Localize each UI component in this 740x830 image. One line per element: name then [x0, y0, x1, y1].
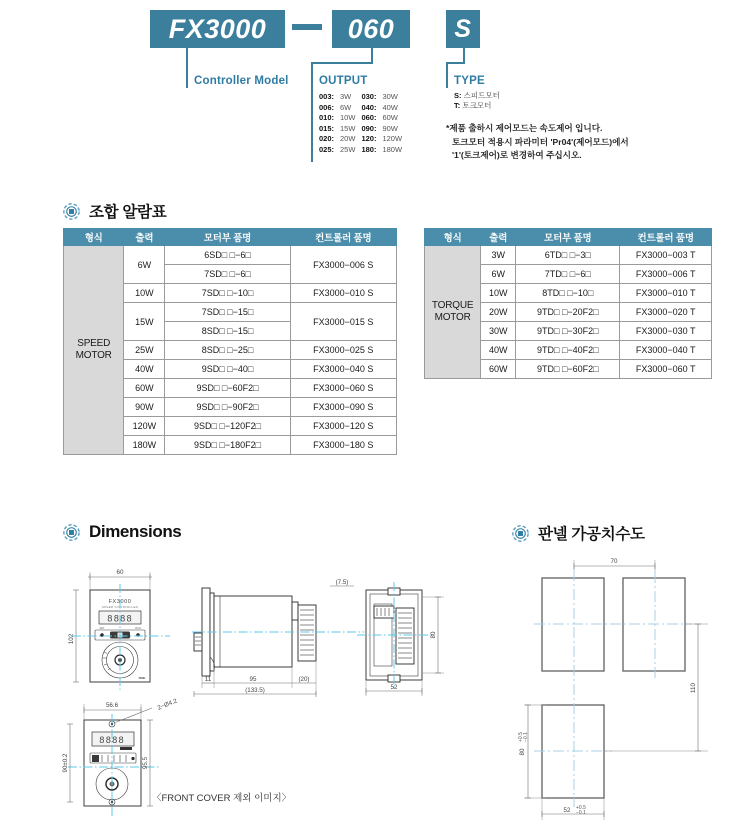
output-option-code: 030: — [361, 92, 377, 101]
output-option-value: 3W — [340, 92, 352, 101]
model-code-dash — [292, 24, 322, 30]
output-option-value: 10W — [340, 113, 356, 122]
callout-controller-title: Controller Model — [194, 75, 289, 87]
type-option-code: T: — [454, 101, 461, 110]
table-speed-motor — [63, 228, 397, 455]
nocover-display-value: 8888 — [99, 736, 125, 746]
table-cell-controller: FX3000−060 S — [290, 379, 396, 398]
dim-side-total: (133.5) — [245, 687, 265, 694]
model-code-output: 060 — [332, 10, 410, 48]
front-cover-caption: 〈FRONT COVER 제외 이미지〉 — [152, 793, 292, 804]
table-cell-output: 25W — [124, 341, 165, 360]
section-title-panel: 판넬 가공치수도 — [538, 526, 645, 543]
table-cell-output: 60W — [481, 360, 516, 379]
output-option-row — [319, 103, 408, 114]
type-note — [446, 122, 726, 163]
table-speed-head — [64, 229, 397, 246]
table-cell-controller: FX3000−040 T — [620, 341, 712, 360]
front-display-value: 8888 — [107, 614, 133, 625]
table-header-cell: 모터부 품명 — [516, 229, 620, 246]
type-option-row — [454, 101, 586, 111]
type-option-list — [454, 91, 586, 111]
table-cell-output: 30W — [481, 322, 516, 341]
table-cell-motor: 9SD□ □−90F2□ — [165, 398, 290, 417]
model-code-model: FX3000 — [150, 10, 285, 48]
leader-line-output — [371, 48, 373, 62]
table-cell-output: 120W — [124, 417, 165, 436]
target-icon — [63, 524, 80, 541]
leader-line-output-h — [311, 62, 373, 64]
table-row — [64, 246, 397, 265]
table-cell-motor: 7SD□ □−6□ — [165, 265, 290, 284]
table-cell-controller: FX3000−030 T — [620, 322, 712, 341]
table-header-cell: 모터부 품명 — [165, 229, 290, 246]
dim-panel-width: 52 — [563, 807, 571, 814]
output-option-code: 040: — [361, 102, 377, 112]
table-cell-motor: 9SD□ □−40□ — [165, 360, 290, 379]
type-option-value: 스피드모터 — [461, 91, 500, 100]
leader-line-type-h — [446, 62, 465, 64]
output-option-code: 120: — [361, 134, 377, 143]
table-header-cell: 형식 — [425, 229, 481, 246]
dim-nocover-width: 56.6 — [105, 702, 119, 709]
table-cell-motor: 8SD□ □−25□ — [165, 341, 290, 360]
table-cell-output: 15W — [124, 303, 165, 341]
note-line-2: 토크모터 적용시 파라미터 'Pr04'(제어모드)에서 — [452, 136, 629, 147]
table-cell-controller: FX3000−006 T — [620, 265, 712, 284]
callout-type — [446, 74, 586, 111]
section-title-combination: 조합 알람표 — [89, 204, 167, 221]
table-cell-motor: 8TD□ □−10□ — [516, 284, 620, 303]
section-heading-panel — [512, 522, 645, 544]
callout-type-title: TYPE — [454, 75, 485, 87]
table-cell-output: 10W — [124, 284, 165, 303]
dim-nocover-height: 90±0.2 — [62, 753, 69, 773]
output-option-row — [319, 113, 408, 124]
output-option-code: 015: — [319, 123, 335, 133]
table-cell-motor: 7SD□ □−10□ — [165, 284, 290, 303]
table-cell-controller: FX3000−020 T — [620, 303, 712, 322]
output-option-value: 20W — [340, 134, 356, 143]
table-cell-controller: FX3000−025 S — [290, 341, 396, 360]
output-option-code: 003: — [319, 92, 335, 101]
table-cell-controller: FX3000−060 T — [620, 360, 712, 379]
dim-panel-height: 80 — [519, 748, 526, 756]
table-cell-output: 180W — [124, 436, 165, 455]
front-brand-sub: SPEED CONTROLLER — [101, 605, 139, 609]
table-header-cell: 출력 — [481, 229, 516, 246]
output-option-value: 40W — [382, 102, 398, 112]
output-option-value: 6W — [340, 102, 352, 112]
drawing-rear-view — [352, 578, 467, 700]
table-cell-controller: FX3000−015 S — [290, 303, 396, 341]
front-logo: FINE — [138, 676, 146, 680]
dim-side-bezel: 11 — [204, 676, 212, 683]
model-code-type: S — [446, 10, 480, 48]
table-cell-controller: FX3000−010 T — [620, 284, 712, 303]
table-cell-motor: 9TD□ □−20F2□ — [516, 303, 620, 322]
table-cell-controller: FX3000−003 T — [620, 246, 712, 265]
table-cell-output: 10W — [481, 284, 516, 303]
drawing-panel-cutout — [512, 552, 737, 827]
drawing-side-view — [192, 575, 367, 700]
model-code-banner — [0, 6, 740, 52]
callout-bar — [186, 74, 188, 88]
output-option-row — [319, 124, 408, 135]
target-icon — [512, 525, 529, 542]
table-cell-motor: 9TD□ □−40F2□ — [516, 341, 620, 360]
dim-side-terminal: (20) — [298, 676, 310, 683]
table-cell-output: 90W — [124, 398, 165, 417]
table-cell-motor: 7TD□ □−6□ — [516, 265, 620, 284]
table-cell-motor: 9SD□ □−180F2□ — [165, 436, 290, 455]
target-icon — [63, 203, 80, 220]
output-option-code: 025: — [319, 144, 335, 154]
output-option-code: 010: — [319, 113, 335, 122]
table-header-cell: 컨트롤러 품명 — [620, 229, 712, 246]
table-torque-motor — [424, 228, 712, 379]
output-option-value: 90W — [382, 123, 398, 133]
note-line-3: '1'(토크제어)로 변경하여 주십시오. — [452, 150, 582, 160]
output-option-code: 006: — [319, 102, 335, 112]
output-option-value: 60W — [382, 113, 398, 122]
leader-line-type — [463, 48, 465, 62]
table-cell-motor: 9SD□ □−60F2□ — [165, 379, 290, 398]
front-btn-right-label: RUN — [135, 627, 141, 630]
output-option-value: 15W — [340, 123, 356, 133]
table-cell-controller: FX3000−040 S — [290, 360, 396, 379]
output-option-row — [319, 134, 408, 145]
output-option-table — [319, 92, 408, 155]
type-option-code: S: — [454, 91, 462, 100]
dim-side-top: (7.5) — [335, 579, 349, 586]
dim-panel-height-tol-up: +0.5 — [518, 732, 524, 742]
dim-nocover-hole: 2−Ø4.2 — [156, 697, 179, 712]
front-brand-label: FX3000 — [108, 599, 132, 605]
table-cell-output: 40W — [124, 360, 165, 379]
output-option-rows — [319, 92, 408, 155]
table-cell-controller: FX3000−090 S — [290, 398, 396, 417]
table-cell-motor: 8SD□ □−15□ — [165, 322, 290, 341]
output-option-row — [319, 145, 408, 156]
table-cell-controller: FX3000−120 S — [290, 417, 396, 436]
callout-bar — [446, 74, 448, 88]
table-cell-motor: 7SD□ □−15□ — [165, 303, 290, 322]
dim-panel-pitch-h: 70 — [610, 558, 618, 565]
section-title-dimensions: Dimensions — [89, 522, 182, 541]
table-cell-motor: 6SD□ □−6□ — [165, 246, 290, 265]
dim-front-height: 102 — [68, 633, 75, 645]
drawing-front-view — [62, 560, 202, 695]
dim-front-width: 60 — [116, 569, 124, 576]
table-cell-motor: 9SD□ □−120F2□ — [165, 417, 290, 436]
dim-panel-width-tol-dn: −0.1 — [576, 810, 586, 816]
output-option-value: 120W — [382, 134, 403, 143]
dim-side-body: 95 — [249, 676, 257, 683]
output-option-code: 180: — [361, 144, 377, 154]
table-cell-motor: 9TD□ □−60F2□ — [516, 360, 620, 379]
type-option-row — [454, 91, 586, 101]
table-cell-output: 6W — [124, 246, 165, 284]
table-cell-output: 6W — [481, 265, 516, 284]
section-heading-dimensions — [63, 522, 181, 542]
table-header-row — [425, 229, 712, 246]
output-option-code: 060: — [361, 113, 377, 122]
dim-nocover-height2: 95.5 — [142, 756, 149, 770]
dim-rear-width: 52 — [390, 684, 398, 691]
table-cell-motor: 6TD□ □−3□ — [516, 246, 620, 265]
front-btn-left-label: SET — [99, 627, 105, 630]
table-cell-controller: FX3000−006 S — [290, 246, 396, 284]
dim-panel-width-tol-up: +0.5 — [576, 805, 586, 811]
callout-output-title: OUTPUT — [319, 75, 368, 87]
table-cell-controller: FX3000−010 S — [290, 284, 396, 303]
table-cell-output: 3W — [481, 246, 516, 265]
callout-output — [311, 74, 431, 155]
output-option-row — [319, 92, 408, 103]
drawing-front-nocover — [56, 694, 216, 824]
table-header-cell: 출력 — [124, 229, 165, 246]
output-option-code: 090: — [361, 123, 377, 133]
table-cell-output: 20W — [481, 303, 516, 322]
type-option-value: 토크모터 — [460, 101, 492, 110]
output-option-value: 30W — [382, 92, 398, 101]
dim-rear-height: 80 — [430, 631, 437, 639]
table-torque-body — [425, 246, 712, 379]
table-cell-type: SPEED MOTOR — [64, 246, 124, 455]
table-cell-motor: 9TD□ □−30F2□ — [516, 322, 620, 341]
table-row — [425, 246, 712, 265]
output-option-value: 25W — [340, 144, 356, 154]
table-cell-output: 40W — [481, 341, 516, 360]
table-header-cell: 형식 — [64, 229, 124, 246]
table-header-row — [64, 229, 397, 246]
output-option-code: 020: — [319, 134, 335, 143]
table-header-cell: 컨트롤러 품명 — [290, 229, 396, 246]
leader-line-model — [186, 48, 188, 76]
table-cell-type: TORQUE MOTOR — [425, 246, 481, 379]
callout-bar — [311, 74, 313, 162]
note-line-1: *제품 출하시 제어모드는 속도제어 입니다. — [446, 123, 603, 133]
section-heading-combination — [63, 200, 166, 222]
output-option-value: 180W — [382, 144, 403, 154]
table-cell-controller: FX3000−180 S — [290, 436, 396, 455]
dim-panel-height-tol-dn: −0.1 — [523, 732, 529, 742]
table-torque-head — [425, 229, 712, 246]
table-speed-body — [64, 246, 397, 455]
table-cell-output: 60W — [124, 379, 165, 398]
dim-panel-pitch-v: 110 — [690, 683, 697, 693]
callout-controller-model — [186, 74, 289, 88]
